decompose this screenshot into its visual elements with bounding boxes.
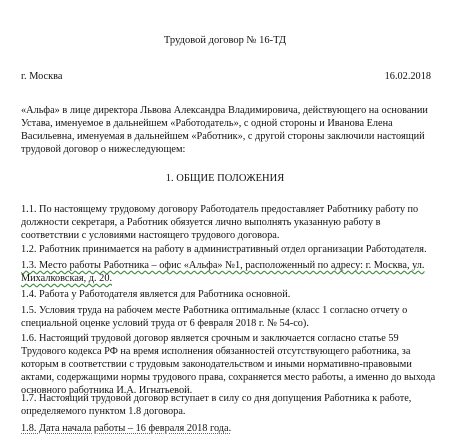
document-title: Трудовой договор № 16-ТД — [163, 35, 287, 46]
paragraph-1-6: 1.6. Настоящий трудовой договор является срочным и заключается согласно статье 59 Трудового кодекса РФ на время исполнения обязанностей отсутствующего работника, за которым в соответствии с трудовым законодательством и иными нормативно-правовыми актами, содержащими нормы трудового права, сохраняется место работы, а именно до выхода основного работника И.А. Игнатьевой. — [21, 333, 436, 396]
document-city: г. Москва — [21, 71, 63, 82]
section-title-general-provisions: 1. ОБЩИЕ ПОЛОЖЕНИЯ — [165, 173, 285, 184]
paragraph-1-5: 1.5. Условия труда на рабочем месте Работника оптимальные (класс 1 согласно отчету о специальной оценке условий труда от 6 февраля 2018 г. № 54-со). — [21, 305, 408, 329]
document-date: 16.02.2018 — [384, 71, 431, 82]
paragraph-1-7: 1.7. Настоящий трудовой договор вступает в силу со дня допущения Работника к работе, определяемого пунктом 1.8 договора. — [21, 393, 412, 417]
paragraph-1-3: 1.3. Место работы Работника – офис «Альфа» №1, расположенный по адресу: г. Москва, ул. Михалковская, д. 20. — [21, 260, 425, 284]
paragraph-1-2: 1.2. Работник принимается на работу в административный отдел организации Работодателя. — [21, 244, 427, 255]
paragraph-1-4: 1.4. Работа у Работодателя является для Работника основной. — [21, 289, 291, 300]
intro-paragraph: «Альфа» в лице директора Львова Александра Владимировича, действующего на основании Устава, именуемое в дальнейшем «Работодатель», с одной стороны и Иванова Елена Васильевна, именуемая в дальнейшем «Работник», с другой стороны заключили настоящий трудовой договор о нижеследующем: — [21, 105, 428, 155]
paragraph-1-8: 1.8. Дата начала работы – 16 февраля 2018 года. — [21, 423, 232, 434]
paragraph-1-1: 1.1. По настоящему трудовому договору Работодатель предоставляет Работнику работу по должности секретаря, а Работник обязуется лично выполнять указанную работу в соответствии с условиями настоящего трудового договора. — [21, 204, 419, 241]
